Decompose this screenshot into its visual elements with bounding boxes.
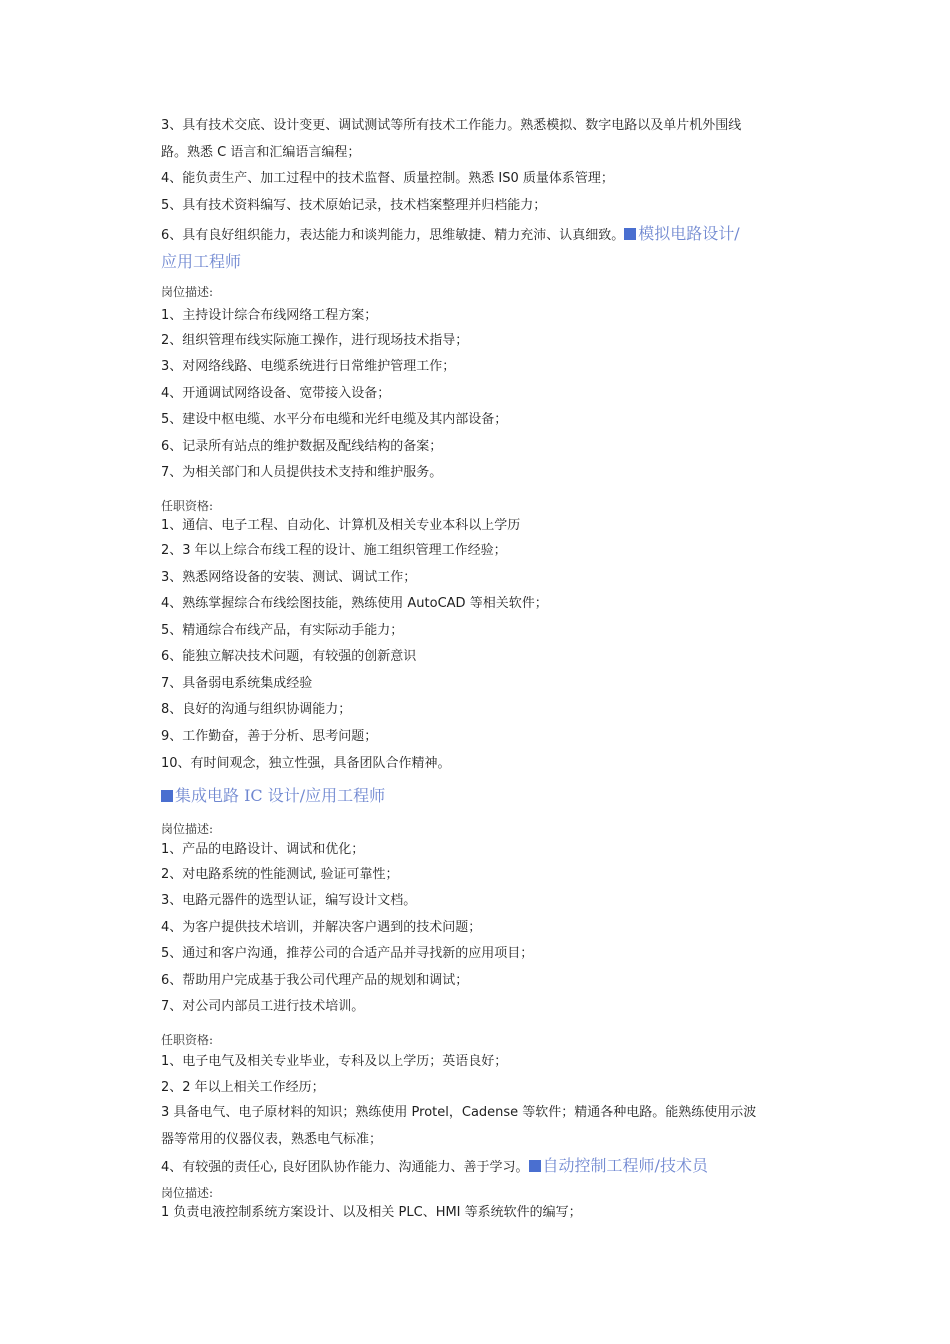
list-item: 1、通信、电子工程、自动化、计算机及相关专业本科以上学历 (161, 518, 521, 533)
section-heading: 自动控制工程师/技术员 (529, 1156, 708, 1175)
requirements-label: 任职资格: (161, 499, 214, 513)
square-bullet-icon (529, 1160, 541, 1172)
paragraph-line: 器等常用的仪器仪表，熟悉电气标准； (161, 1132, 383, 1147)
list-item: 4、熟练掌握综合布线绘图技能，熟练使用 AutoCAD 等相关软件； (161, 596, 548, 611)
list-item: 2、3 年以上综合布线工程的设计、施工组织管理工作经验； (161, 543, 507, 558)
requirements-label: 任职资格: (161, 1033, 214, 1047)
list-item: 1、电子电气及相关专业毕业，专科及以上学历；英语良好； (161, 1054, 508, 1069)
list-item: 5、精通综合布线产品，有实际动手能力； (161, 623, 404, 638)
list-item: 6、记录所有站点的维护数据及配线结构的备案； (161, 439, 443, 454)
list-item: 3 具备电气、电子原材料的知识；熟练使用 Protel，Cadense 等软件；精通各种电路。能熟练使用示波 (161, 1105, 757, 1120)
list-item: 3、电路元器件的选型认证，编写设计文档。 (161, 893, 417, 908)
list-item: 2、对电路系统的性能测试, 验证可靠性； (161, 867, 399, 882)
section-heading-continued: 应用工程师 (161, 252, 242, 271)
paragraph-line: 5、具有技术资料编写、技术原始记录，技术档案整理并归档能力； (161, 198, 547, 213)
list-item: 1、产品的电路设计、调试和优化； (161, 842, 365, 857)
paragraph-line: 路。熟悉 C 语言和汇编语言编程； (161, 145, 361, 160)
list-item: 6、具有良好组织能力，表达能力和谈判能力，思维敏捷、精力充沛、认真细致。 (161, 228, 625, 243)
job-description-label: 岗位描述: (161, 285, 214, 299)
list-item: 7、具备弱电系统集成经验 (161, 676, 313, 691)
list-item: 5、建设中枢电缆、水平分布电缆和光纤电缆及其内部设备； (161, 412, 508, 427)
list-item: 3、熟悉网络设备的安装、测试、调试工作； (161, 570, 417, 585)
list-item: 6、能独立解决技术问题，有较强的创新意识 (161, 649, 417, 664)
square-bullet-icon (624, 228, 636, 240)
job-description-label: 岗位描述: (161, 1186, 214, 1200)
square-bullet-icon (161, 790, 173, 802)
section-heading: 集成电路 IC 设计/应用工程师 (161, 785, 385, 807)
list-item: 2、2 年以上相关工作经历； (161, 1080, 325, 1095)
list-item: 2、组织管理布线实际施工操作，进行现场技术指导； (161, 333, 469, 348)
list-item: 3、对网络线路、电缆系统进行日常维护管理工作； (161, 359, 456, 374)
list-item: 6、帮助用户完成基于我公司代理产品的规划和调试； (161, 973, 469, 988)
list-item: 1、主持设计综合布线网络工程方案； (161, 308, 378, 323)
list-item: 7、对公司内部员工进行技术培训。 (161, 999, 365, 1014)
paragraph-line (161, 1155, 708, 1179)
list-item: 4、为客户提供技术培训，并解决客户遇到的技术问题； (161, 920, 482, 935)
list-item: 9、工作勤奋，善于分析、思考问题； (161, 729, 378, 744)
paragraph-line (161, 223, 740, 247)
list-item: 4、开通调试网络设备、宽带接入设备； (161, 386, 391, 401)
list-item: 7、为相关部门和人员提供技术支持和维护服务。 (161, 465, 443, 480)
paragraph-line: 3、具有技术交底、设计变更、调试测试等所有技术工作能力。熟悉模拟、数字电路以及单片机外围线 (161, 118, 742, 133)
list-item: 5、通过和客户沟通，推荐公司的合适产品并寻找新的应用项目； (161, 946, 534, 961)
paragraph-line: 4、能负责生产、加工过程中的技术监督、质量控制。熟悉 IS0 质量体系管理； (161, 171, 614, 186)
job-description-label: 岗位描述: (161, 822, 214, 836)
list-item: 10、有时间观念，独立性强，具备团队合作精神。 (161, 756, 451, 771)
section-heading: 模拟电路设计/ (624, 224, 739, 243)
list-item: 1 负责电液控制系统方案设计、以及相关 PLC、HMI 等系统软件的编写； (161, 1205, 582, 1220)
list-item: 4、有较强的责任心, 良好团队协作能力、沟通能力、善于学习。 (161, 1160, 529, 1175)
list-item: 8、良好的沟通与组织协调能力； (161, 702, 352, 717)
